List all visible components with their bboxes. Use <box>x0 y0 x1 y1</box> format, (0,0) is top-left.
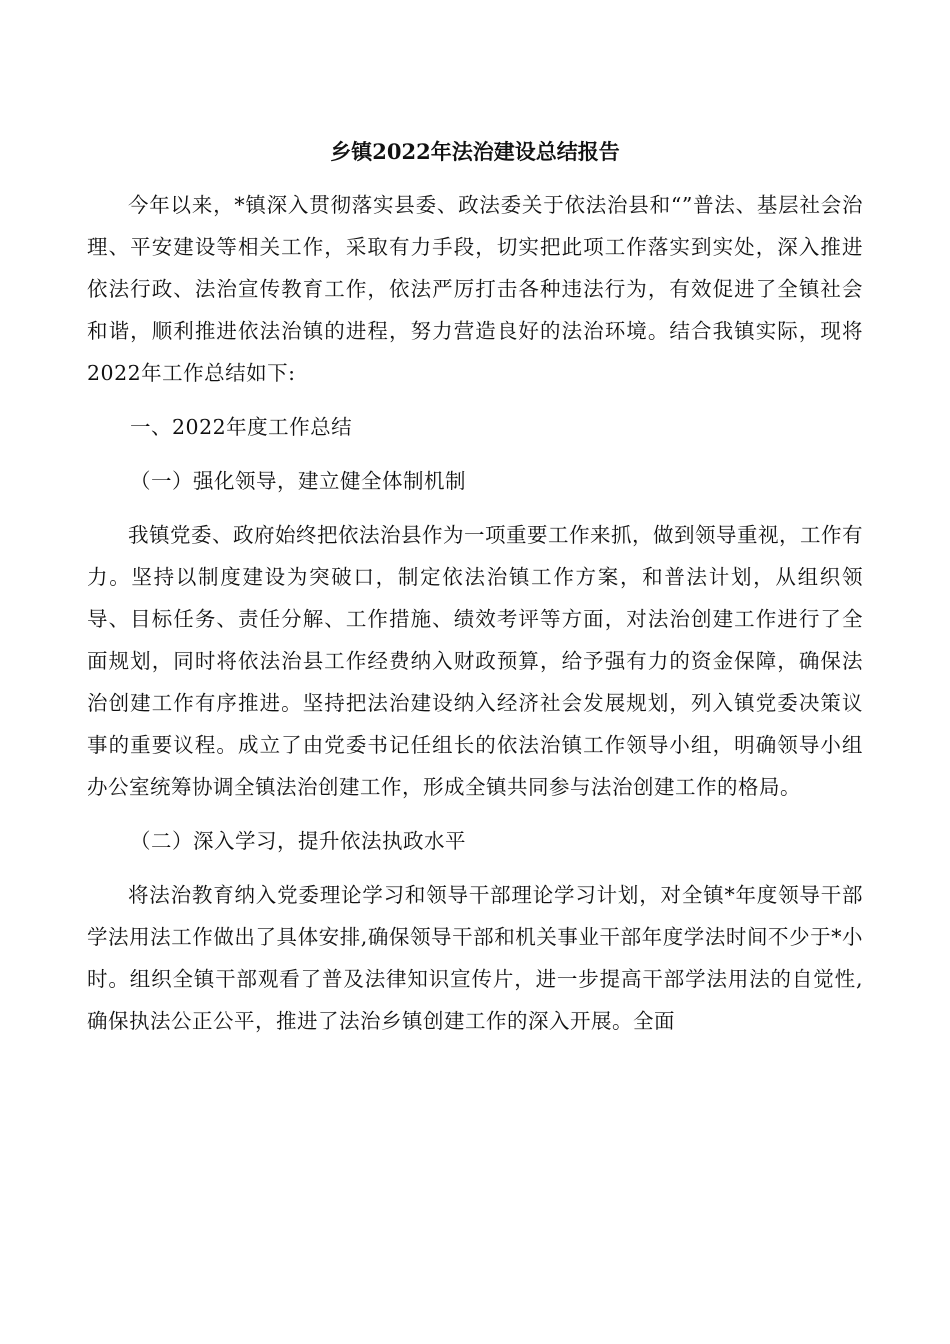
subsection-paragraph-2: 将法治教育纳入党委理论学习和领导干部理论学习计划，对全镇*年度领导干部学法用法工作做出了具体安排,确保领导干部和机关事业干部年度学法时间不少于*小时。组织全镇干部观看了普及法律知识宣传片，进一步提高干部学法用法的自觉性,确保执法公正公平，推进了法治乡镇创建工作的深入开展。全面 <box>87 883 863 1033</box>
intro-paragraph: 今年以来，*镇深入贯彻落实县委、政法委关于依法治县和“”普法、基层社会治理、平安建设等相关工作，采取有力手段，切实把此项工作落实到实处，深入推进依法行政、法治宣传教育工作，依法严厉打击各种违法行为，有效促进了全镇社会和谐，顺利推进依法治镇的进程，努力营造良好的法治环境。结合我镇实际，现将2022年工作总结如下: <box>87 193 863 385</box>
subsection-heading-2: （二）深入学习，提升依法执政水平 <box>130 829 466 853</box>
subsection-paragraph-1: 我镇党委、政府始终把依法治县作为一项重要工作来抓，做到领导重视，工作有力。坚持以制度建设为突破口，制定依法治镇工作方案，和普法计划，从组织领导、目标任务、责任分解、工作措施、绩效考评等方面，对法治创建工作进行了全面规划，同时将依法治县工作经费纳入财政预算，给予强有力的资金保障，确保法治创建工作有序推进。坚持把法治建设纳入经济社会发展规划，列入镇党委决策议事的重要议程。成立了由党委书记任组长的依法治镇工作领导小组，明确领导小组办公室统筹协调全镇法治创建工作，形成全镇共同参与法治创建工作的格局。 <box>87 523 863 799</box>
document-title: 乡镇2022年法治建设总结报告 <box>330 139 620 164</box>
subsection-heading-1: （一）强化领导，建立健全体制机制 <box>130 469 466 493</box>
section-heading-1: 一、2022年度工作总结 <box>130 415 353 439</box>
